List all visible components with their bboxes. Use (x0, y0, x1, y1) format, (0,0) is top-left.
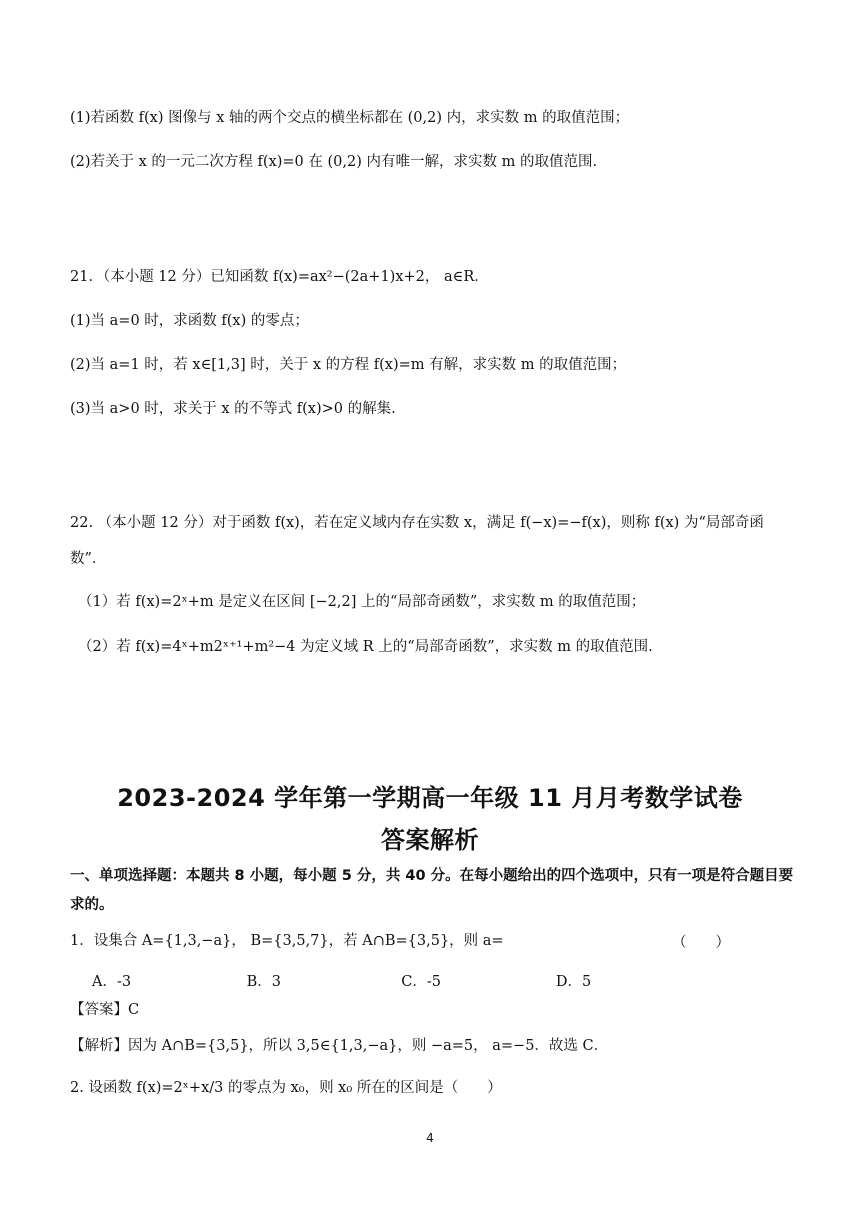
option-c: C．-5 (401, 974, 441, 990)
q1-bracket: （ ） (672, 935, 730, 951)
q21-part3: (3)当 a>0 时，求关于 x 的不等式 f(x)>0 的解集. (70, 401, 396, 417)
section-heading: 一、单项选择题：本题共 8 小题，每小题 5 分，共 40 分。在每小题给出的四个选项中，只有一项是符合题目要求的。 (70, 868, 794, 913)
q2-stem: 2. 设函数 f(x)=2ˣ+x/3 的零点为 x₀，则 x₀ 所在的区间是（ ） (70, 1080, 502, 1096)
q22-part1: （1）若 f(x)=2ˣ+m 是定义在区间 [−2,2] 上的“局部奇函数”，求实数 m 的取值范围； (78, 594, 646, 610)
q22-stem: 22. （本小题 12 分）对于函数 f(x)，若在定义域内存在实数 x，满足 f(−x)=−f(x)，则称 f(x) 为“局部奇函数”． (70, 515, 764, 567)
option-d: D．5 (555, 974, 592, 990)
q1-options (92, 970, 706, 991)
answer-subtitle: 答案解析 (381, 826, 479, 854)
page-number: 4 (426, 1131, 434, 1145)
q22-part2: （2）若 f(x)=4ˣ+m2ˣ⁺¹+m²−4 为定义域 R 上的“局部奇函数”，求实数 m 的取值范围. (78, 639, 653, 655)
option-a: A．-3 (92, 974, 132, 990)
answer-title: 2023-2024 学年第一学期高一年级 11 月月考数学试卷 (117, 784, 743, 812)
q21-part1: (1)当 a=0 时，求函数 f(x) 的零点； (70, 313, 309, 329)
option-b: B．3 (246, 974, 281, 990)
q20-part2: (2)若关于 x 的一元二次方程 f(x)=0 在 (0,2) 内有唯一解，求实数 m 的取值范围. (70, 154, 598, 170)
q21-part2: (2)当 a=1 时，若 x∈[1,3] 时，关于 x 的方程 f(x)=m 有解，求实数 m 的取值范围； (70, 357, 627, 373)
q20-part1: (1)若函数 f(x) 图像与 x 轴的两个交点的横坐标都在 (0,2) 内，求实数 m 的取值范围； (70, 110, 630, 126)
q21-stem: 21．（本小题 12 分）已知函数 f(x)=ax²−(2a+1)x+2， a∈R． (70, 269, 489, 285)
q1-answer: 【答案】C (70, 1002, 140, 1018)
q1-stem: 1．设集合 A={1,3,−a}， B={3,5,7}，若 A∩B={3,5}，则 a= (70, 933, 504, 949)
q1-analysis: 【解析】因为 A∩B={3,5}，所以 3,5∈{1,3,−a}，则 −a=5， a=−5．故选 C． (70, 1038, 609, 1054)
